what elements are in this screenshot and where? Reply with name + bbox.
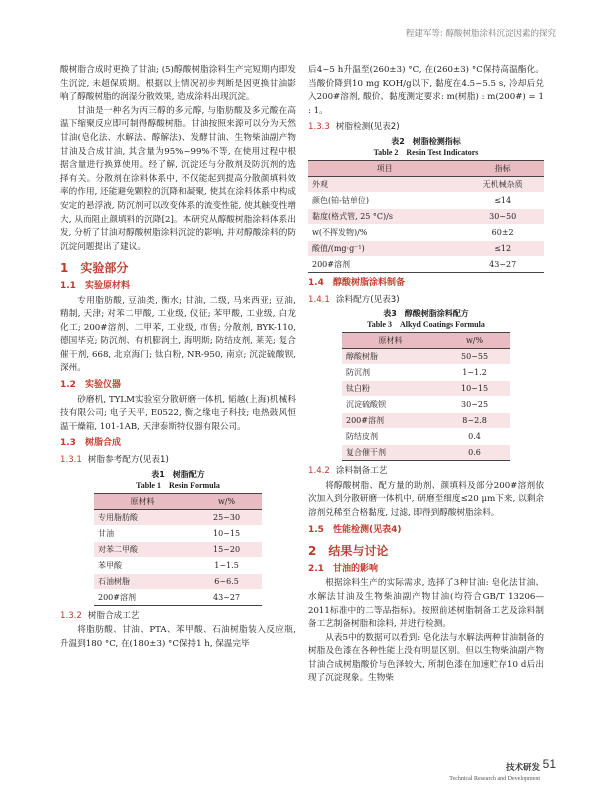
table-row: 沉淀硫酸钡 30~25 (342, 397, 510, 413)
running-header: 程建军等: 醇酸树脂涂料沉淀因素的探究 (405, 29, 556, 39)
paragraph: 从表5中的数据可以看到: 皂化法与水解法两种甘油制备的树脂及色漆在各种性能上没有明显区别。但以生物柴油副产物甘油合成树脂酸价与色泽较大, 所制色漆在加速贮存10 d后出现了沉淀现象。生物柴 (308, 632, 544, 684)
table-row: 防沉剂 1~1.2 (342, 365, 510, 381)
table-row: 颜色(铂-钴单位) ≤14 (308, 192, 544, 208)
table-caption: 表1 树脂配方 (151, 469, 205, 479)
paragraph: 砂磨机, TYLM实验室分散研磨一体机, 韬越(上海)机械科技有限公司; 电子天平, E0522, 衡之缘电子科技; 电热鼓风恒温干燥箱, 101-1AB, 天津泰斯特仪器有限公司。 (60, 394, 296, 432)
table-row: 对苯二甲酸 15~20 (94, 541, 262, 557)
paragraph: 将脂肪酸、甘油、PTA、苯甲酸、石油树脂装入反应瓶, 升温到180 °C, 在(180±3) °C保持1 h, 保温完毕 (60, 625, 296, 649)
table-header: 原材料 (342, 333, 439, 349)
subsection-heading: 1.5 性能检测(见表4) (308, 524, 402, 535)
table-row: 钛白粉 10~15 (342, 381, 510, 397)
table-caption: 表3 醇酸树脂涂料配方 (383, 309, 469, 319)
table-row: 醇酸树脂 50~55 (342, 349, 510, 365)
subsubsection-heading: 1.4.1 涂料配方(见表3) (308, 294, 400, 305)
table-caption-en: Table 2 Resin Test Indicators (373, 147, 479, 157)
subsection-heading: 1.1 实验原材料 (60, 280, 130, 291)
paragraph: 专用脂肪酸, 豆油类, 衡水; 甘油, 二级, 马来西亚; 豆油, 精制, 天津; 对苯二甲酸, 工业级, 仪征; 苯甲酸, 工业级, 白龙化工; 200#溶剂、二甲苯, 工业级, 市售; 分散剂, BYK-110, 德国毕克; 防沉剂、有机膨润土, 海明斯; 防结皮剂, 莱芜; 复合催干剂, 668, 北京海门; 钛白粉, NR-950, 南京; 沉淀硫酸钡, 深州。 (60, 295, 296, 374)
table-row: 苯甲酸 1~1.5 (94, 557, 262, 573)
paragraph: 甘油是一种名为丙三醇的多元醇, 与脂肪酸及多元酸在高温下缩聚反应即可制得醇酸树脂。甘油按照来源可以分为天然甘油(皂化法、水解法、醇解法)、发酵甘油、生物柴油副产物甘油及合成甘油, 其含量为95%~99%不等, 在使用过程中根据含量进行换算使用。经了解, 沉淀还与分散剂及防沉剂的选择有关。分散剂在涂料体系中, 不仅能起到提高分散颜填料效率的作用, 还能避免颗粒的沉降和凝聚, 使其在涂料体系中构成安定的悬浮液, 防沉剂可以改变体系的流变性能, 使其触变性增大, 从而阻止颜填料的沉降[2]。本研究从醇酸树脂涂料体系出发, 分析了甘油对醇酸树脂涂料沉淀的影响, 并对醇酸涂料的防沉淀问题提出了建议。 (60, 105, 296, 252)
paragraph: 酸树脂合成时更换了甘油; (5)醇酸树脂涂料生产完短期内即发生沉淀, 未超保质期。根据以上情况初步判断是因更换甘油影响了醇酸树脂的润湿分散效果, 造成涂料出现沉淀。 (60, 65, 296, 103)
section-heading: 1 实验部分 (60, 261, 129, 276)
section-heading: 2 结果与讨论 (308, 544, 389, 559)
table-row: 石油树脂 6~6.5 (94, 573, 262, 589)
left-column (60, 64, 296, 651)
table-row: 黏度(格式管, 25 °C)/s 30~50 (308, 208, 544, 224)
table-caption-en: Table 1 Resin Formula (136, 480, 220, 490)
subsubsection-heading: 1.3.3 树脂检测(见表2) (308, 122, 400, 133)
journal-name-en: Technical Research and Development (449, 776, 540, 782)
table-header: w/% (191, 493, 262, 509)
subsection-heading: 1.2 实验仪器 (60, 380, 121, 391)
subsection-heading: 1.4 醇酸树脂涂料制备 (308, 277, 405, 288)
table-header: 项目 (308, 160, 461, 176)
paragraph: 根据涂料生产的实际需求, 选择了3种甘油: 皂化法甘油、水解法甘油及生物柴油副产物甘油(均符合GB/T 13206—2011标准中的二等品指标)。按照前述树脂制备工艺及涂料制备工艺制备树脂和涂料, 并进行检测。 (308, 578, 544, 630)
table-row: 200#溶剂 8~2.8 (342, 413, 510, 429)
subsubsection-heading: 1.3.1 树脂参考配方(见表1) (60, 455, 169, 466)
table-row: 复合催干剂 0.6 (342, 445, 510, 461)
table-row: 专用脂肪酸 25~30 (94, 509, 262, 525)
table-row: 甘油 10~15 (94, 525, 262, 541)
resin-formula-table (94, 493, 262, 606)
subsection-heading: 1.3 树脂合成 (60, 438, 121, 449)
table-header: w/% (439, 333, 510, 349)
paragraph: 后4~5 h升温至(260±3) °C, 在(260±3) °C保持高温酯化。当酸价降到10 mg KOH/g以下, 黏度在4.5~5.5 s, 冷却后兑入200#溶剂, 酸价、黏度测定要求: m(树脂) : m(200#) = 1 : 1。 (308, 65, 544, 116)
table-row: 200#溶剂 43~27 (308, 256, 544, 272)
table-caption: 表2 树脂检测指标 (391, 136, 461, 146)
resin-test-table (308, 160, 544, 273)
page-number: 51 (542, 757, 556, 771)
table-caption-en: Table 3 Alkyd Coatings Formula (367, 320, 485, 330)
coatings-formula-table (342, 332, 510, 461)
table-row: w(不挥发物)/% 60±2 (308, 224, 544, 240)
subsection-heading: 2.1 甘油的影响 (308, 563, 378, 574)
table-row: 外观 无机械杂质 (308, 176, 544, 192)
table-header: 原材料 (94, 493, 191, 509)
right-column (308, 64, 544, 686)
subsubsection-heading: 1.4.2 涂料制备工艺 (308, 466, 388, 477)
paragraph: 将醇酸树脂、配方量的助剂、颜填料及部分200#溶剂依次加入到分散研磨一体机中, 研磨至细度≤20 μm下来, 以剩余溶剂兑稀至合格黏度, 过滤, 即得到醇酸树脂涂料。 (308, 480, 544, 518)
journal-name: 技术研发 (505, 763, 540, 773)
table-row: 酸值/(mg·g⁻¹) ≤12 (308, 240, 544, 256)
table-header: 指标 (461, 160, 544, 176)
subsubsection-heading: 1.3.2 树脂合成工艺 (60, 610, 140, 621)
table-row: 防结皮剂 0.4 (342, 429, 510, 445)
table-row: 200#溶剂 43~27 (94, 589, 262, 605)
